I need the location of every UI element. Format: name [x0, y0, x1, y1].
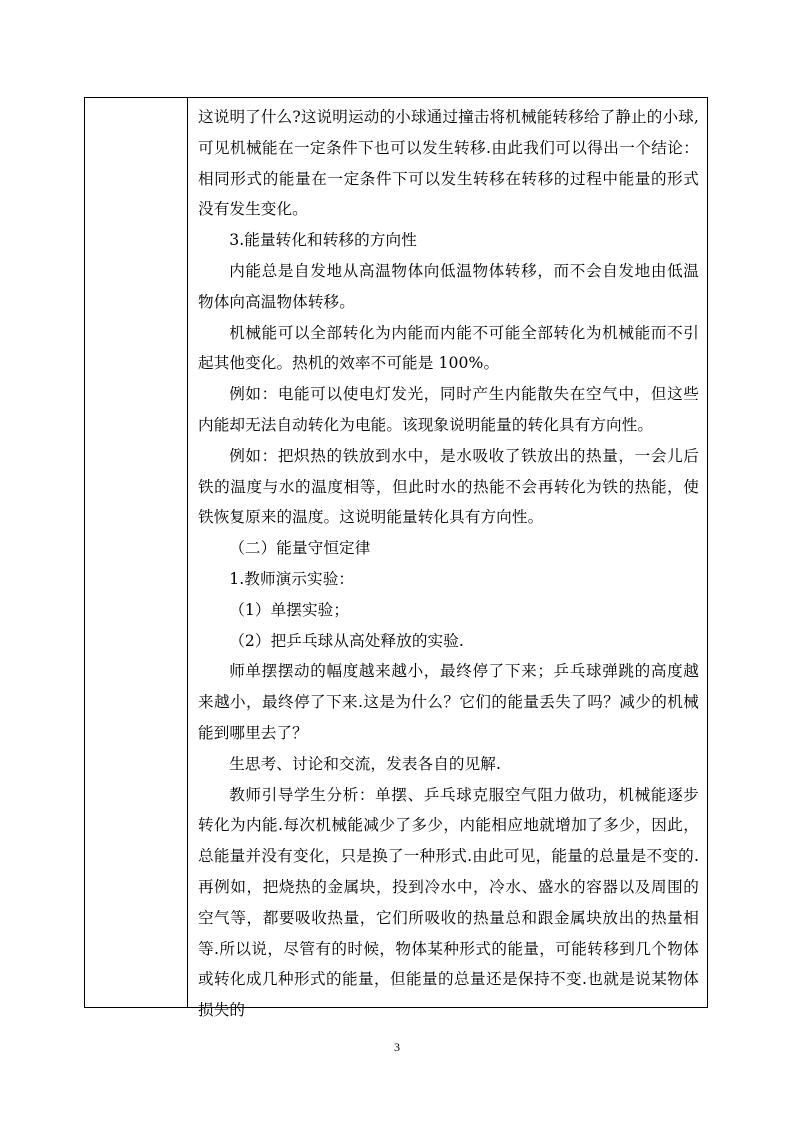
- paragraph-9: （1）单摆实验；: [229, 600, 350, 619]
- table-content-column: [189, 98, 707, 1020]
- paragraph-6: 例如：把炽热的铁放到水中，是水吸收了铁放出的热量，一会儿后铁的温度与水的温度相等，但此时水的热能不会再转化为铁的热能，使铁恢复原来的温度。这说明能量转化具有方向性。: [198, 446, 699, 527]
- paragraph-4: 机械能可以全部转化为内能而内能不可能全部转化为机械能而不引起其他变化。热机的效率不可能是 100%。: [198, 323, 699, 373]
- paragraph-13: 教师引导学生分析：单摆、乒乓球克服空气阻力做功，机械能逐步转化为内能.每次机械能减少了多少，内能相应地就增加了多少，因此，总能量并没有变化，只是换了一种形式.由此可见，能量的总量是不变的.再例如，把烧热的金属块，投到冷水中，冷水、盛水的容器以及周围的空气等，都要吸收热量，它们所吸收的热量总和跟金属块放出的热量相等.所以说，尽管有的时候，物体某种形式的能量，可能转移到几个物体或转化成几种形式的能量，但能量的总量还是保持不变.也就是说某物体损失的: [198, 785, 699, 1020]
- paragraph-2: 3.能量转化和转移的方向性: [229, 231, 417, 250]
- paragraph-11: 师单摆摆动的幅度越来越小，最终停了下来；乒乓球弹跳的高度越来越小，最终停了下来.这是为什么？它们的能量丢失了吗？减少的机械能到哪里去了？: [198, 662, 699, 742]
- lesson-table: [84, 97, 708, 1020]
- page-number: 3: [394, 1040, 400, 1054]
- paragraph-5: 例如：电能可以使电灯发光，同时产生内能散失在空气中，但这些内能却无法自动转化为电能。该现象说明能量的转化具有方向性。: [198, 385, 699, 434]
- table-left-column: [85, 98, 188, 1007]
- paragraph-7: （二）能量守恒定律: [229, 539, 371, 558]
- paragraph-3: 内能总是自发地从高温物体向低温物体转移，而不会自发地由低温物体向高温物体转移。: [198, 261, 699, 311]
- paragraph-1: 这说明了什么?这说明运动的小球通过撞击将机械能转移给了静止的小球,可见机械能在一定条件下也可以发生转移.由此我们可以得出一个结论：相同形式的能量在一定条件下可以发生转移在转移的过程中能量的形式没有发生变化。: [198, 108, 699, 219]
- paragraph-10: （2）把乒乓球从高处释放的实验.: [229, 631, 464, 650]
- paragraph-8: 1.教师演示实验：: [229, 569, 355, 588]
- paragraph-12: 生思考、讨论和交流，发表各自的见解.: [229, 754, 502, 773]
